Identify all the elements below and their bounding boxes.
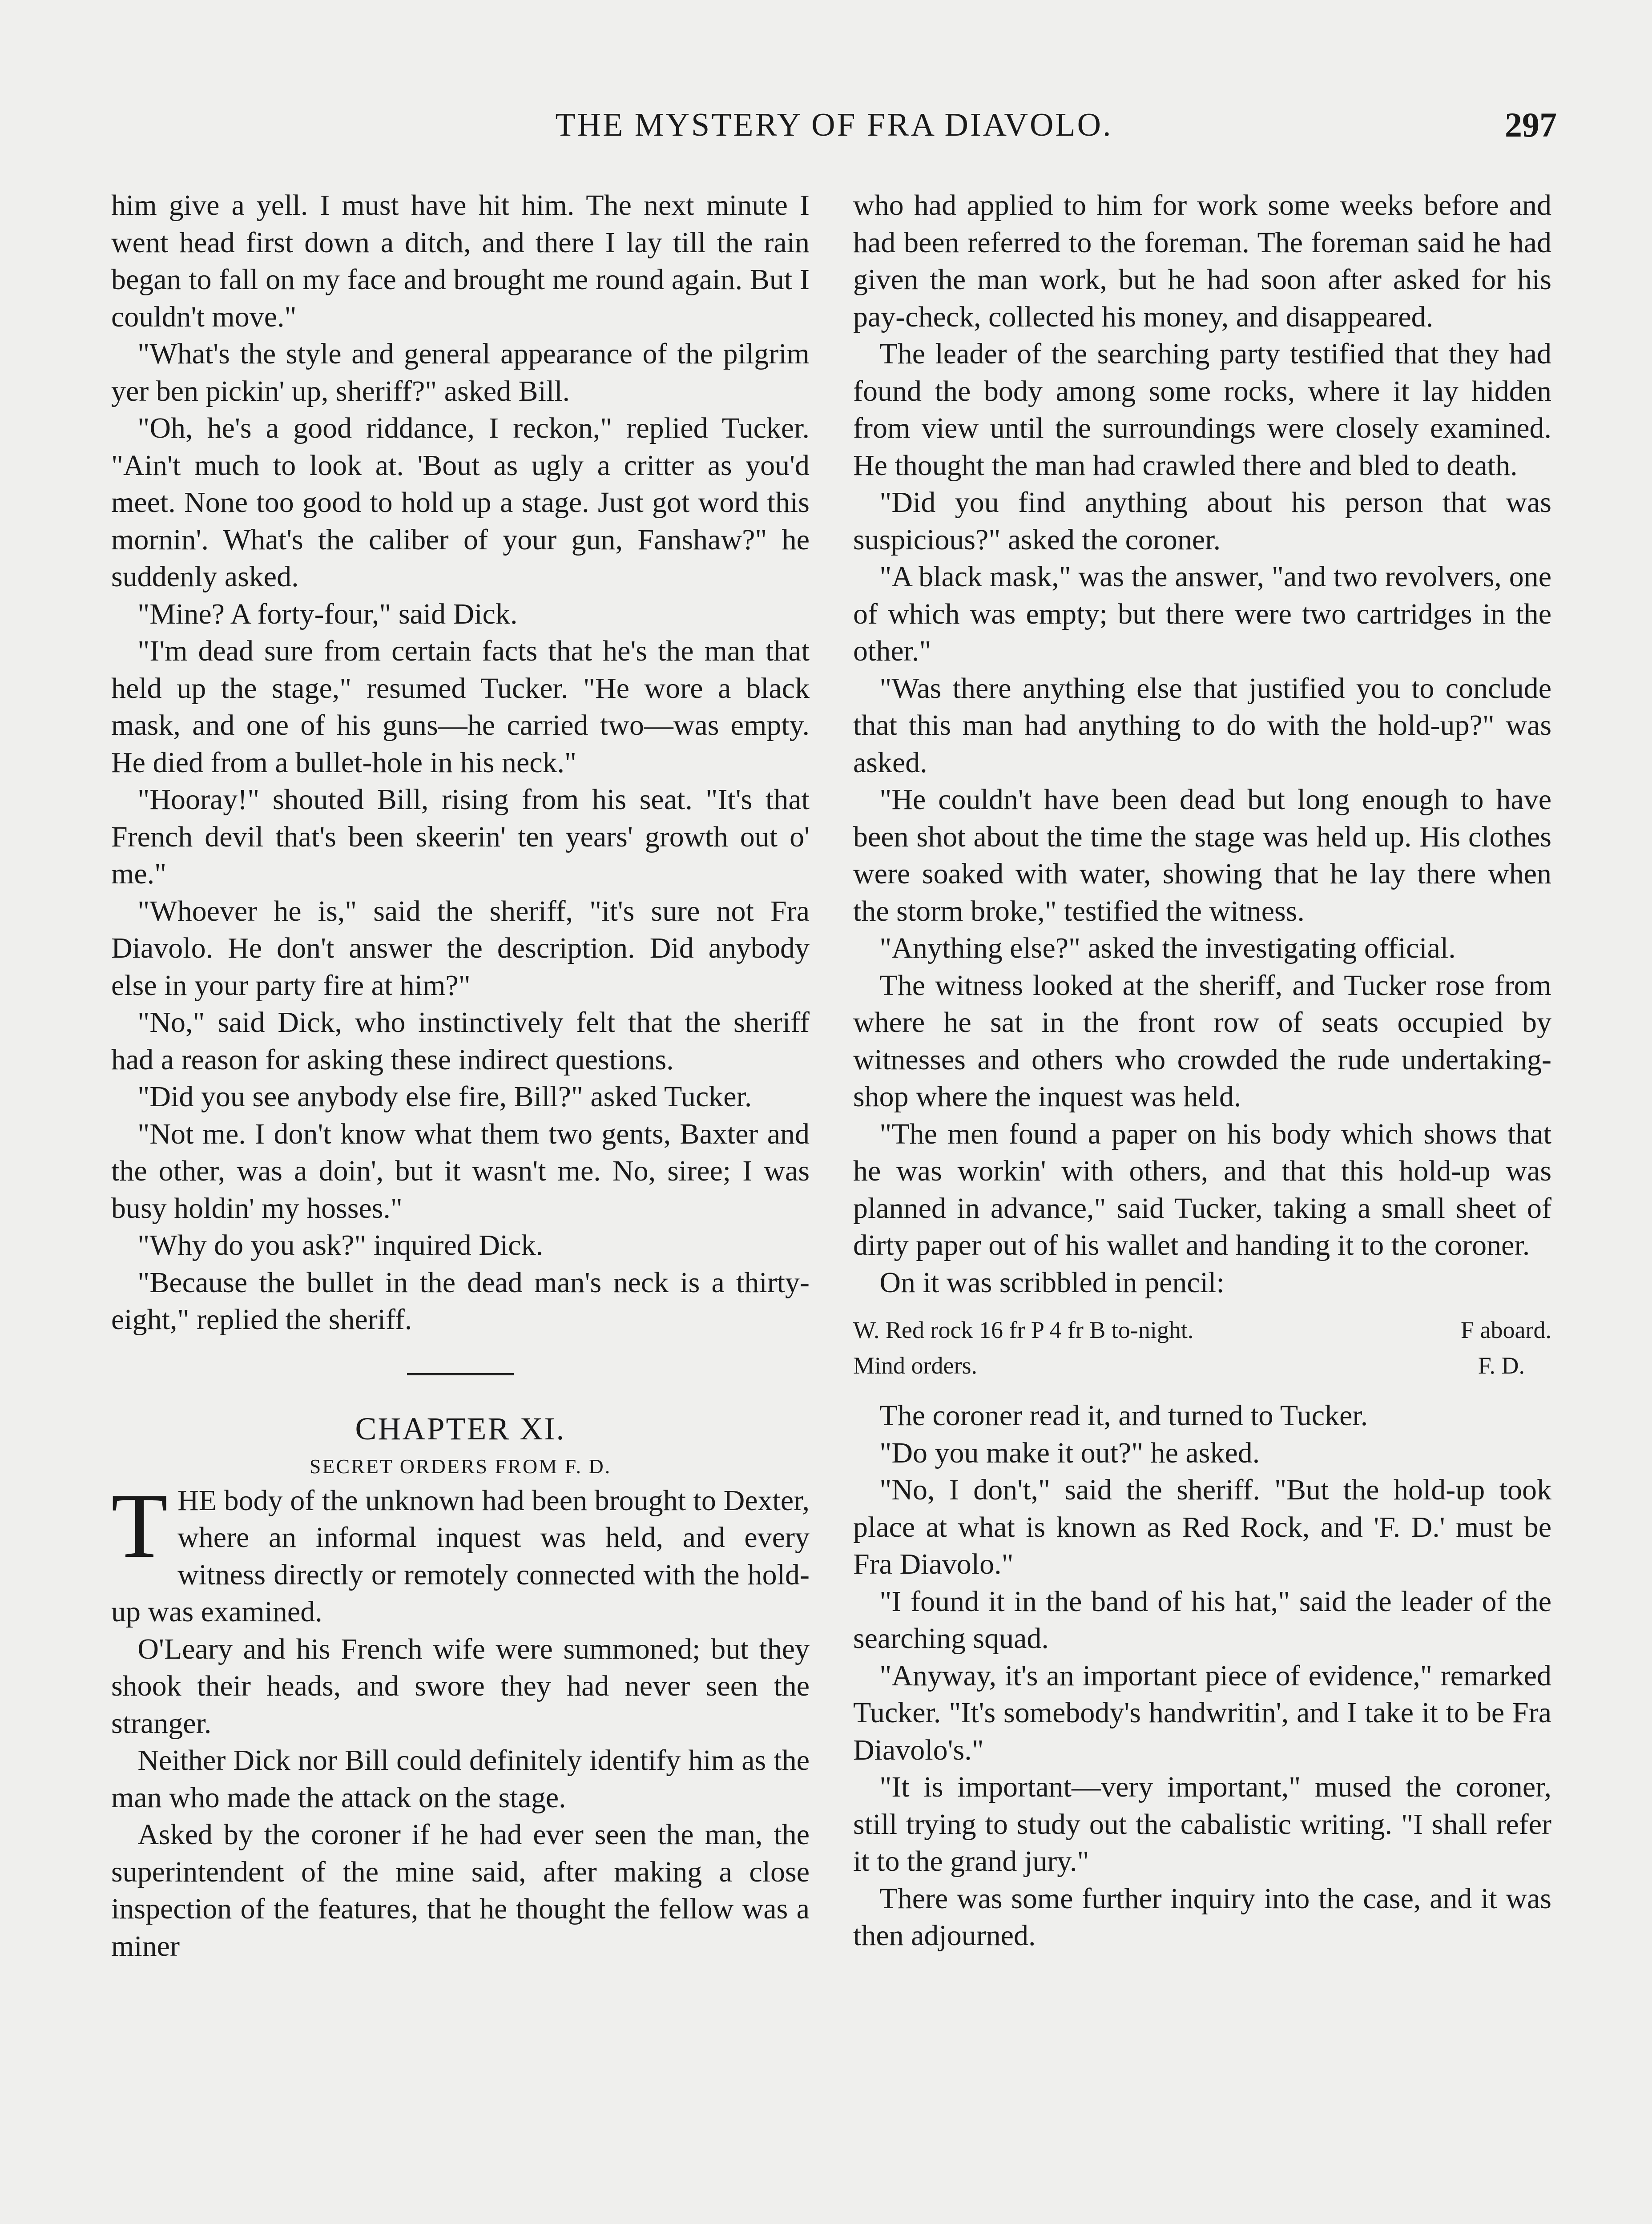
paragraph: "Oh, he's a good riddance, I reckon," replied Tucker. "Ain't much to look at. 'Bout as ugly a critter as you'd meet. None too good to hold up a stage. Just got word this mornin'. What's the caliber of your gun, Fanshaw?" he suddenly asked. [111,412,810,593]
paragraph: "Why do you ask?" inquired Dick. [137,1229,544,1261]
paragraph: "Was there anything else that justified you to conclude that this man had anything to do with the hold-up?" was asked. [853,672,1551,779]
page-header [111,101,1557,149]
paragraph: who had applied to him for work some weeks before and had been referred to the foreman. The foreman said he had given the man work, but he had soon after asked for his pay-check, collected his money, and disappeared. [853,189,1551,333]
left-paragraphs-before [111,187,810,1338]
paragraph: Asked by the coroner if he had ever seen the man, the superintendent of the mine said, after making a close inspection of the features, that he thought the fellow was a miner [111,1818,810,1962]
paragraph: "Whoever he is," said the sheriff, "it's sure not Fra Diavolo. He don't answer the description. Did anybody else in your party fire at him?" [111,894,810,1002]
paragraph: On it was scribbled in pencil: [879,1266,1225,1299]
running-title: THE MYSTERY OF FRA DIAVOLO. [555,107,1113,143]
left-paragraphs-after [111,1631,810,1965]
chapter-divider [407,1373,514,1375]
right-paragraphs-after [853,1397,1551,1954]
paragraph: "The men found a paper on his body which shows that he was workin' with others, and that this hold-up was planned in advance," said Tucker, taking a small sheet of dirty paper out of his wallet and handing it to the coroner. [853,1117,1551,1261]
paragraph: "Did you find anything about his person that was suspicious?" asked the coroner. [853,486,1551,556]
paragraph: "No," said Dick, who instinctively felt that the sheriff had a reason for asking these indirect questions. [111,1006,810,1076]
paragraph: "What's the style and general appearance of the pilgrim yer ben pickin' up, sheriff?" asked Bill. [111,338,810,407]
paragraph: The coroner read it, and turned to Tucker. [879,1399,1368,1432]
paragraph: Neither Dick nor Bill could definitely identify him as the man who made the attack on the stage. [111,1744,810,1814]
paragraph: him give a yell. I must have hit him. The next minute I went head first down a ditch, and there I lay till the rain began to fall on my face and brought me round again. But I couldn't move." [111,189,810,333]
paragraph: "Because the bullet in the dead man's neck is a thirty-eight," replied the sheriff. [111,1266,810,1336]
paragraph: "Do you make it out?" he asked. [879,1436,1260,1469]
page-number: 297 [1505,105,1557,144]
note-line-1-text: W. Red rock 16 fr P 4 fr B to-night. [853,1317,1194,1343]
paragraph: O'Leary and his French wife were summoned; but they shook their heads, and swore they had never seen the stranger. [111,1632,810,1740]
right-column [853,187,1551,1954]
chapter-first-paragraph [111,1474,810,1631]
paragraph: "I'm dead sure from certain facts that he's the man that held up the stage," resumed Tucker. "He wore a black mask, and one of his guns—he carried two—was empty. He died from a bullet-hole in his neck." [111,635,810,779]
drop-cap: T [111,1474,168,1577]
chapter-title: CHAPTER XI. [355,1410,566,1446]
paragraph: "Mine? A forty-four," said Dick. [137,597,518,630]
paragraph: "No, I don't," said the sheriff. "But the hold-up took place at what is known as Red Rock, and 'F. D.' must be Fra Diavolo." [853,1474,1551,1580]
note-line-2-text: Mind orders. [853,1352,977,1379]
paragraph: There was some further inquiry into the case, and it was then adjourned. [853,1882,1551,1952]
paragraph: "He couldn't have been dead but long enough to have been shot about the time the stage was held up. His clothes were soaked with water, showing that he lay there when the storm broke," testified the witness. [853,783,1551,927]
paragraph: "A black mask," was the answer, "and two revolvers, one of which was empty; but there were two cartridges in the other." [853,560,1551,667]
note-line-2 [853,1349,1551,1382]
paragraph: "Anything else?" asked the investigating official. [879,932,1456,964]
paragraph: The witness looked at the sheriff, and Tucker rose from where he sat in the front row of seats occupied by witnesses and others who crowded the rude undertaking-shop where the inquest was held. [853,969,1551,1113]
left-column [111,187,810,1965]
note-line-1 [853,1313,1551,1346]
scribbled-note [853,1313,1551,1385]
paragraph: "Hooray!" shouted Bill, rising from his seat. "It's that French devil that's been skeerin' ten years' growth out o' me." [111,783,810,890]
chapter-subtitle: SECRET ORDERS FROM F. D. [309,1454,612,1478]
first-paragraph-text: HE body of the unknown had been brought to Dexter, where an informal inquest was held, and every witness directly or remotely connected with the hold-up was examined. [111,1484,810,1628]
right-paragraphs-before [853,187,1551,1301]
paragraph: "Anyway, it's an important piece of evidence," remarked Tucker. "It's somebody's handwritin', and I take it to be Fra Diavolo's." [853,1659,1551,1766]
note-signature: F. D. [1478,1352,1525,1379]
paragraph: "Did you see anybody else fire, Bill?" asked Tucker. [137,1080,752,1113]
paragraph: The leader of the searching party testified that they had found the body among some rocks, where it lay hidden from view until the surroundings were closely examined. He thought the man had crawled there and bled to death. [853,338,1551,482]
note-line-1-right: F aboard. [1461,1317,1551,1343]
paragraph: "I found it in the band of his hat," said the leader of the searching squad. [853,1585,1551,1655]
paragraph: "Not me. I don't know what them two gents, Baxter and the other, was a doin', but it wasn't me. No, siree; I was busy holdin' my hosses." [111,1117,810,1225]
paragraph: "It is important—very important," mused the coroner, still trying to study out the cabalistic writing. "I shall refer it to the grand jury." [853,1771,1551,1878]
